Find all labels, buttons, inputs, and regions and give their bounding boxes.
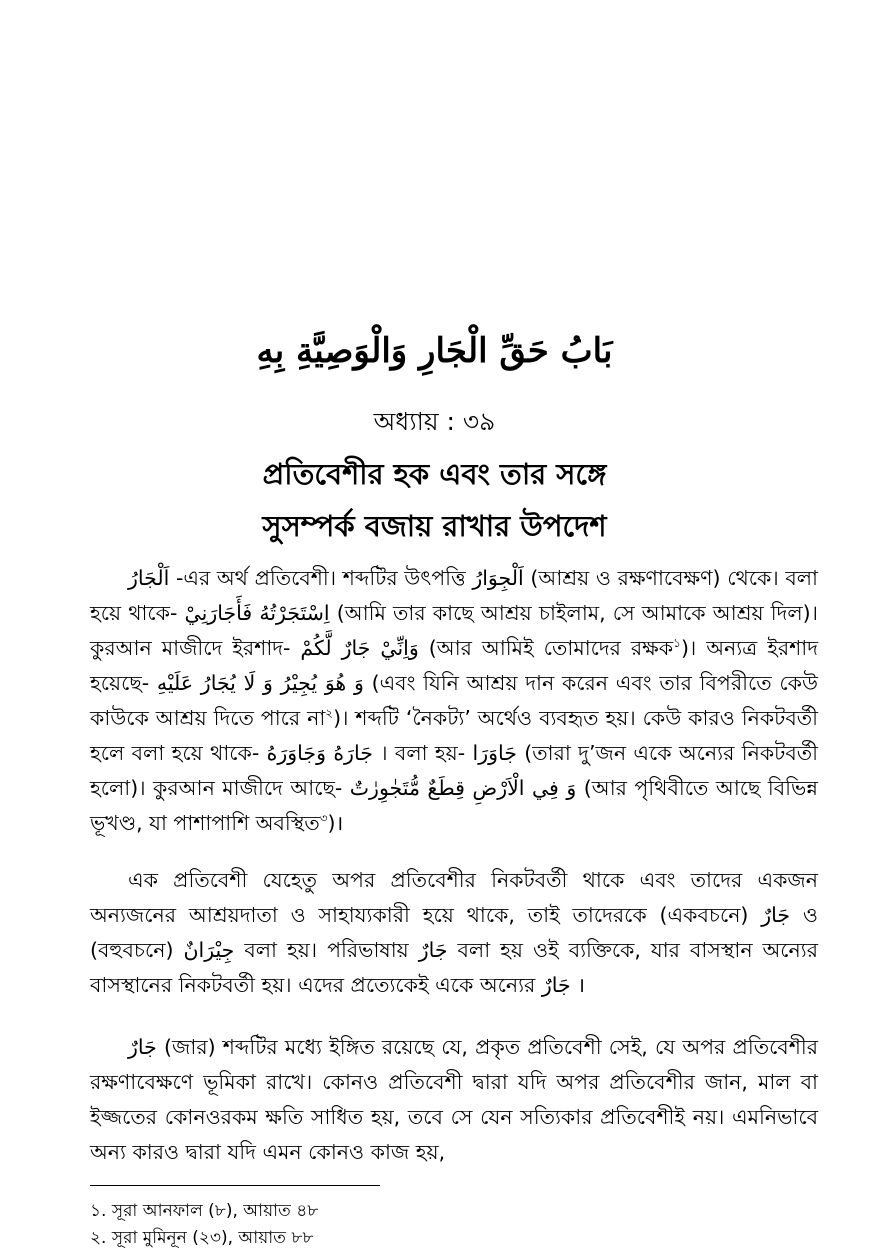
text-run: (জার) শব্দটির মধ্যে ইঙ্গিত রয়েছে যে, প্রকৃত প্রতিবেশী সেই, যে অপর প্রতিবেশীর রক্ষণাবেক্ষণে ভূমিকা রাখে। কোনও প্রতিবেশী দ্বারা যদি অপর প্রতিবেশীর জান, মাল বা ইজ্জতের কোনওরকম ক্ষতি সাধিত হয়, তবে সে যেন সত্যিকার প্রতিবেশীই নয়। এমনিভাবে অন্য কারও দ্বারা যদি এমন কোনও কাজ হয়, xyxy=(90,1035,818,1164)
paragraph-2 xyxy=(90,863,818,1003)
text-run: ও (বহুবচনে) xyxy=(90,903,818,962)
arabic-term: اَلْجِوَارُ xyxy=(472,566,524,590)
text-run: (তারা দু’জন একে অন্যের নিকটবর্তী হলো)। কুরআন মাজীদে আছে- xyxy=(90,741,818,800)
text-run: । বলা হয়- xyxy=(372,741,473,765)
text-run: বলা হয় ওই ব্যক্তিকে, যার বাসস্থান অন্যের বাসস্থানের নিকটবর্তী হয়। এদের প্রত্যেকেই একে অন্যের xyxy=(90,938,818,997)
footnote-ref: ২ xyxy=(325,706,334,721)
footnote-ref: ৩ xyxy=(319,811,328,826)
chapter-number: অধ্যায় : ৩৯ xyxy=(373,407,496,436)
footnote-2: ২. সূরা মুমিনূন (২৩), আয়াত ৮৮ xyxy=(90,1228,314,1248)
arabic-term: جَاوَرَا xyxy=(472,741,517,765)
arabic-chapter-title: بَابُ حَقِّ الْجَارِ وَالْوَصِيَّةِ بِهِ xyxy=(256,331,613,371)
text-run: )। শব্দটি ‘নৈকট্য’ অর্থেও ব্যবহৃত হয়। কেউ কারও নিকটবর্তী হলে বলা হয়ে থাকে- xyxy=(90,706,818,765)
text-run: । xyxy=(570,973,585,997)
chapter-heading-line-1: প্রতিবেশীর হক এবং তার সঙ্গে xyxy=(262,457,607,491)
text-run: (আশ্রয় ও রক্ষণাবেক্ষণ) থেকে। বলা হয়ে থাকে- xyxy=(90,566,818,625)
footnote-ref: ১ xyxy=(673,636,681,651)
text-run: -এর অর্থ প্রতিবেশী। শব্দটির উৎপত্তি xyxy=(169,566,473,590)
text-run: এক প্রতিবেশী যেহেতু অপর প্রতিবেশীর নিকটবর্তী থাকে এবং তাদের একজন অন্যজনের আশ্রয়দাতা ও সাহায্যকারী হয়ে থাকে, তাই তাদেরকে (একবচনে) xyxy=(90,868,818,927)
text-run: (আর পৃথিবীতে আছে বিভিন্ন ভূখণ্ড, যা পাশাপাশি অবস্থিত xyxy=(90,776,818,835)
arabic-term: جِيْرَانٌ xyxy=(183,938,235,962)
arabic-term: جَارٌ xyxy=(128,1035,157,1059)
arabic-term: جَارٌ xyxy=(761,903,791,927)
arabic-term: جَارٌ xyxy=(541,973,571,997)
text-run: বলা হয়। পরিভাষায় xyxy=(234,938,419,962)
paragraph-3 xyxy=(90,1030,818,1170)
chapter-heading-line-2: সুসম্পর্ক বজায় রাখার উপদেশ xyxy=(262,509,607,543)
arabic-term: اَلْجَارُ xyxy=(128,566,170,590)
arabic-phrase: جَارَهُ وَجَاوَرَهُ xyxy=(266,741,373,765)
text-run: (আর আমিই তোমাদের রক্ষক xyxy=(418,636,674,660)
text-run: (আমি তার কাছে আশ্রয় চাইলাম, সে আমাকে আশ্রয় দিল)। কুরআন মাজীদে ইরশাদ- xyxy=(90,601,818,660)
quran-quote: وَ فِي الْاَرْضِ قِطَعٌ مُّتَجٰوِرٰتٌ xyxy=(349,776,577,800)
text-run: )। xyxy=(327,811,344,835)
text-run: )। অন্যত্র ইরশাদ হয়েছে- xyxy=(90,636,818,695)
quran-quote: وَاِنِّيْ جَارٌ لَّكُمْ xyxy=(300,636,419,660)
footnote-1: ১. সূরা আনফাল (৮), আয়াত ৪৮ xyxy=(90,1201,319,1221)
quran-quote: وَ هُوَ يُجِيْرُ وَ لَا يُجَارُ عَلَيْهِ xyxy=(156,671,364,695)
arabic-term: جَارٌ xyxy=(418,938,448,962)
footnote-divider xyxy=(90,1185,380,1186)
paragraph-1 xyxy=(90,561,818,841)
arabic-phrase: اِسْتَجَرْتُهُ فَأَجَارَنِيْ xyxy=(184,601,330,625)
text-run: (এবং যিনি আশ্রয় দান করেন এবং তার বিপরীতে কেউ কাউকে আশ্রয় দিতে পারে না xyxy=(90,671,818,730)
